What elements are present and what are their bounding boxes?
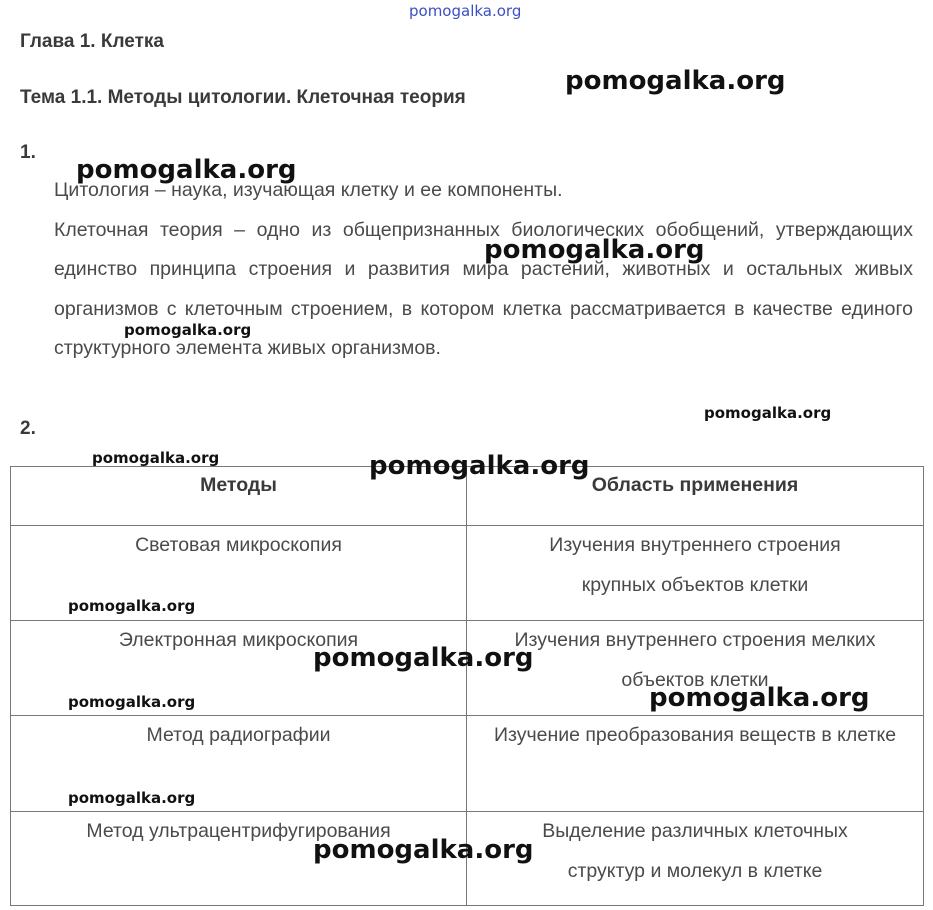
watermark: pomogalka.org <box>76 155 297 185</box>
watermark: pomogalka.org <box>313 835 534 865</box>
topic-title: Тема 1.1. Методы цитологии. Клеточная теория <box>20 87 466 108</box>
table-row-application: Изучения внутреннего строения крупных объектов клетки <box>466 525 924 621</box>
watermark: pomogalka.org <box>484 235 705 265</box>
cytology-definition: Цитология – наука, изучающая клетку и ее компоненты. <box>54 179 563 201</box>
table-row-application: Изучение преобразования веществ в клетке <box>466 715 924 812</box>
table-header-application: Область применения <box>466 466 924 526</box>
table-row-application: Выделение различных клеточных структур и молекул в клетке <box>466 811 924 906</box>
watermark: pomogalka.org <box>565 66 786 96</box>
watermark: pomogalka.org <box>313 643 534 673</box>
watermark-top: pomogalka.org <box>409 2 522 20</box>
watermark: pomogalka.org <box>68 789 196 807</box>
table-header-methods: Методы <box>10 466 466 526</box>
watermark: pomogalka.org <box>92 449 220 467</box>
watermark: pomogalka.org <box>68 597 196 615</box>
watermark: pomogalka.org <box>124 321 252 339</box>
question-1-number: 1. <box>20 142 36 163</box>
table-row-method: Электронная микроскопия <box>10 620 466 716</box>
table-row-method: Метод радиографии <box>10 715 466 812</box>
watermark: pomogalka.org <box>68 693 196 711</box>
table-row-method: Световая микроскопия <box>10 525 466 621</box>
watermark: pomogalka.org <box>369 451 590 481</box>
chapter-title: Глава 1. Клетка <box>20 31 164 52</box>
table-row-application: Изучения внутреннего строения мелких объектов клетки <box>466 620 924 716</box>
table-row-method: Метод ультрацентрифугирования <box>10 811 466 906</box>
watermark: pomogalka.org <box>704 404 832 422</box>
question-2-number: 2. <box>20 418 36 439</box>
cell-theory-definition: Клеточная теория – одно из общепризнанных биологических обобщений, утверждающих единство принципа строения и развития мира растений, животных и остальных живых организмов с клеточным строением, в котором клетка рассматривается в качестве единого структурного элемента живых организмов. <box>54 218 913 359</box>
watermark: pomogalka.org <box>649 683 870 713</box>
